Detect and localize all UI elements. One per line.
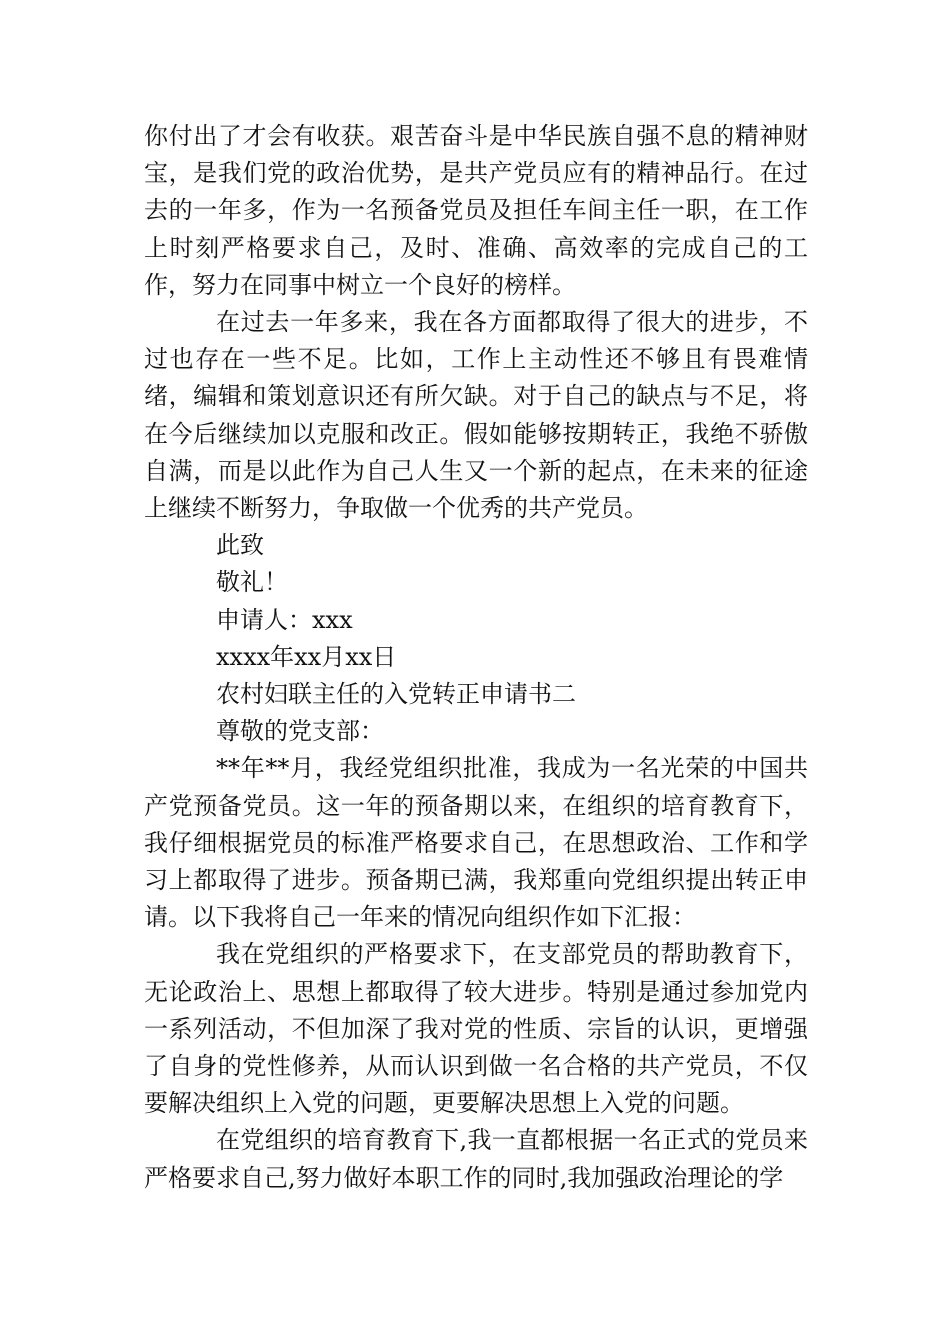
application-date: xxxx年xx月xx日	[216, 642, 397, 671]
paragraph-progress: 我在党组织的严格要求下，在支部党员的帮助教育下，无论政治上、思想上都取得了较大进步。特别是通过参加党内一系列活动，不但加深了我对党的性质、宗旨的认识，更增强了自身的党性修养，从而认识到做一名合格的共产党员，不仅要解决组织上入党的问题，更要解决思想上入党的问题。	[144, 940, 808, 1118]
paragraph-continued: 你付出了才会有收获。艰苦奋斗是中华民族自强不息的精神财宝，是我们党的政治优势，是共产党员应有的精神品行。在过去的一年多，作为一名预备党员及担任车间主任一职，在工作上时刻严格要求自己，及时、准确、高效率的完成自己的工作，努力在同事中树立一个良好的榜样。	[144, 122, 808, 299]
paragraph-shortcomings: 在过去一年多来，我在各方面都取得了很大的进步，不过也存在一些不足。比如，工作上主动性还不够且有畏难情绪，编辑和策划意识还有所欠缺。对于自己的缺点与不足，将在今后继续加以克服和改正。假如能够按期转正，我绝不骄傲自满，而是以此作为自己人生又一个新的起点，在未来的征途上继续不断努力，争取做一个优秀的共产党员。	[144, 308, 808, 523]
applicant-name: 申请人：xxx	[216, 605, 353, 634]
section-title: 农村妇联主任的入党转正申请书二	[216, 680, 576, 709]
paragraph-study: 在党组织的培育教育下,我一直都根据一名正式的党员来严格要求自己,努力做好本职工作的同时,我加强政治理论的学	[144, 1126, 808, 1192]
closing-regards: 敬礼！	[216, 568, 288, 597]
closing-salutation: 此致	[216, 531, 264, 560]
document-page	[144, 118, 808, 1197]
greeting: 尊敬的党支部：	[216, 717, 384, 746]
paragraph-intro: **年**月，我经党组织批准，我成为一名光荣的中国共产党预备党员。这一年的预备期以来，在组织的培育教育下，我仔细根据党员的标准严格要求自己，在思想政治、工作和学习上都取得了进步。预备期已满，我郑重向党组织提出转正申请。以下我将自己一年来的情况向组织作如下汇报：	[144, 754, 808, 932]
